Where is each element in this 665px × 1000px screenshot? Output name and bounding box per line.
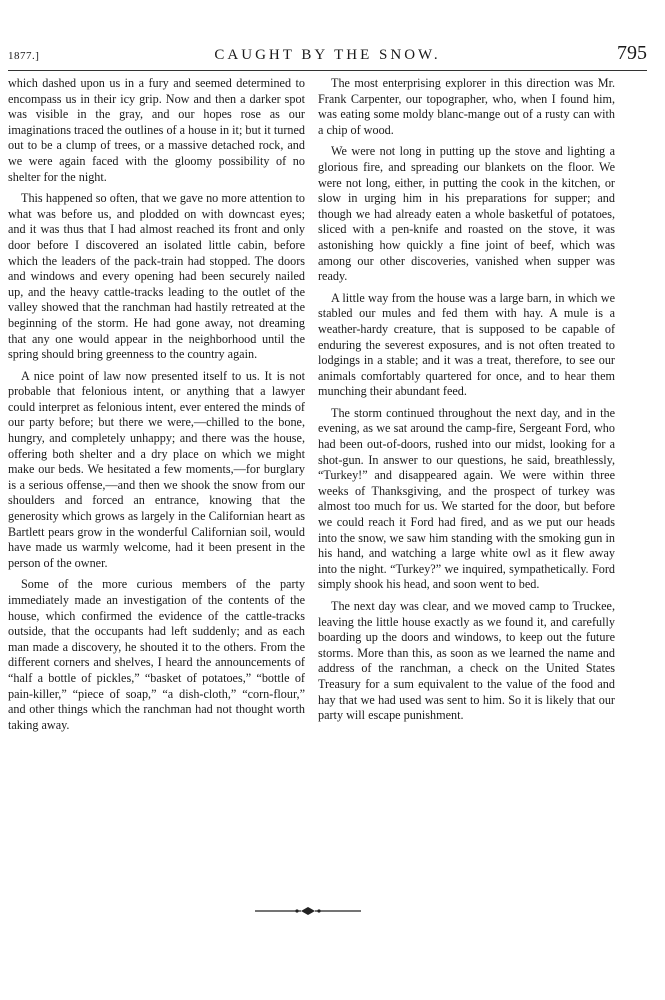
issue-year: 1877.]: [8, 50, 40, 62]
paragraph: The storm continued throughout the next day, and in the evening, as we sat around the camp-fire, Sergeant Ford, who had been out-of-doors, rushed into our midst, looking for a shot-gun. In answer to our questions, he said, breathlessly, “Turkey!” and disappeared again. We were within three weeks of Thanksgiving, and the prospect of turkey was almost too much for us. We started for the door, but before we could reach it Ford had fired, and as we put our heads into the snow, we saw him standing with the smoking gun in his hand, and watching a large white owl as it flew away into the night. “Turkey?” we inquired, sympathetically. Ford simply shook his head, and soon went to bed.: [318, 405, 615, 592]
page-number: 795: [617, 42, 647, 64]
paragraph: The most enterprising explorer in this direction was Mr. Frank Carpenter, our topographer, who, when I found him, was eating some moldy blanc-mange out of a rusty can with a chip of wood.: [318, 76, 615, 137]
paragraph: This happened so often, that we gave no more attention to what was before us, and plodded on with downcast eyes; and it was thus that I had almost reached its front and only door before I discovered an isolated little cabin, before which the leaders of the pack-train had stopped. The doors and windows and every opening had been securely nailed up, and the heavy cattle-tracks leading to the outlet of the valley showed that the ranchman had hastily retreated at the beginning of the storm. He had gone away, not dreaming that any one would appear in the neighborhood until the spring should bring greenness to the country again.: [8, 191, 305, 362]
paragraph: Some of the more curious members of the party immediately made an investigation of the contents of the house, which confirmed the evidence of the cattle-tracks outside, that the occupants had left suddenly; and as each man made a discovery, he shouted it to the others. From the different corners and shelves, I heard the announcements of “half a bottle of pickles,” “basket of potatoes,” “bottle of pain-killer,” “piece of soap,” “a dish-cloth,” “corn-flour,” and other things which the ranchman had not thought worth taking away.: [8, 577, 305, 732]
paragraph: which dashed upon us in a fury and seemed determined to encompass us in their icy grip. Now and then a darker spot was visible in the gray, and our hopes rose as our imaginations traced the outlines of a house in it; but it turned out to be a clump of trees, or a massive detached rock, and we were again faced with the gloomy possibility of no shelter for the night.: [8, 76, 305, 184]
running-title: CAUGHT BY THE SNOW.: [214, 47, 441, 63]
right-column: [318, 76, 615, 730]
paragraph: A nice point of law now presented itself to us. It is not probable that felonious intent, or anything that a lawyer could interpret as felonious intent, ever entered the minds of our party before; but there we were,—chilled to the bone, hungry, and completely unhappy; and there was the house, offering both shelter and a dry place on which we might make our beds. We hesitated a few moments,—for burglary is a serious offense,—and then we shook the snow from our shoulders and forced an entrance, knowing that the generosity which grows as largely in the Californian heart as Bartlett pears grow in the wonderful Californian soil, would have made us warmly welcome, had it been present in the person of the owner.: [8, 368, 305, 570]
paragraph: The next day was clear, and we moved camp to Truckee, leaving the little house exactly as we found it, and carefully boarding up the doors and windows, to keep out the future storms. More than this, as soon as we learned the name and address of the ranchman, a check on the United States Treasury for a sum equivalent to the value of the food and hay that we had used was sent to him. So it is likely that our party will escape punishment.: [318, 599, 615, 723]
end-ornament-icon: [253, 906, 363, 916]
page-header: [8, 44, 647, 68]
paragraph: A little way from the house was a large barn, in which we stabled our mules and fed them with hay. A mule is a weather-hardy creature, that is supposed to be capable of enduring the severest exposures, and is not often treated to lodgings in a stable; and it was a treat, therefore, to see our animals comfortably quartered for once, and to hear them munching their abundant feed.: [318, 290, 615, 399]
header-rule: [8, 70, 647, 71]
paragraph: We were not long in putting up the stove and lighting a glorious fire, and spreading our blankets on the floor. We were not long, either, in putting the cook in the kitchen, or slow in urging him in his preparations for supper; and though we had already eaten a whole basketful of potatoes, sliced with a pen-knife and roasted on the stove, it was astonishing how quickly a fine joint of beef, which was among our other discoveries, vanished when supper was ready.: [318, 144, 615, 284]
left-column: [8, 76, 305, 739]
